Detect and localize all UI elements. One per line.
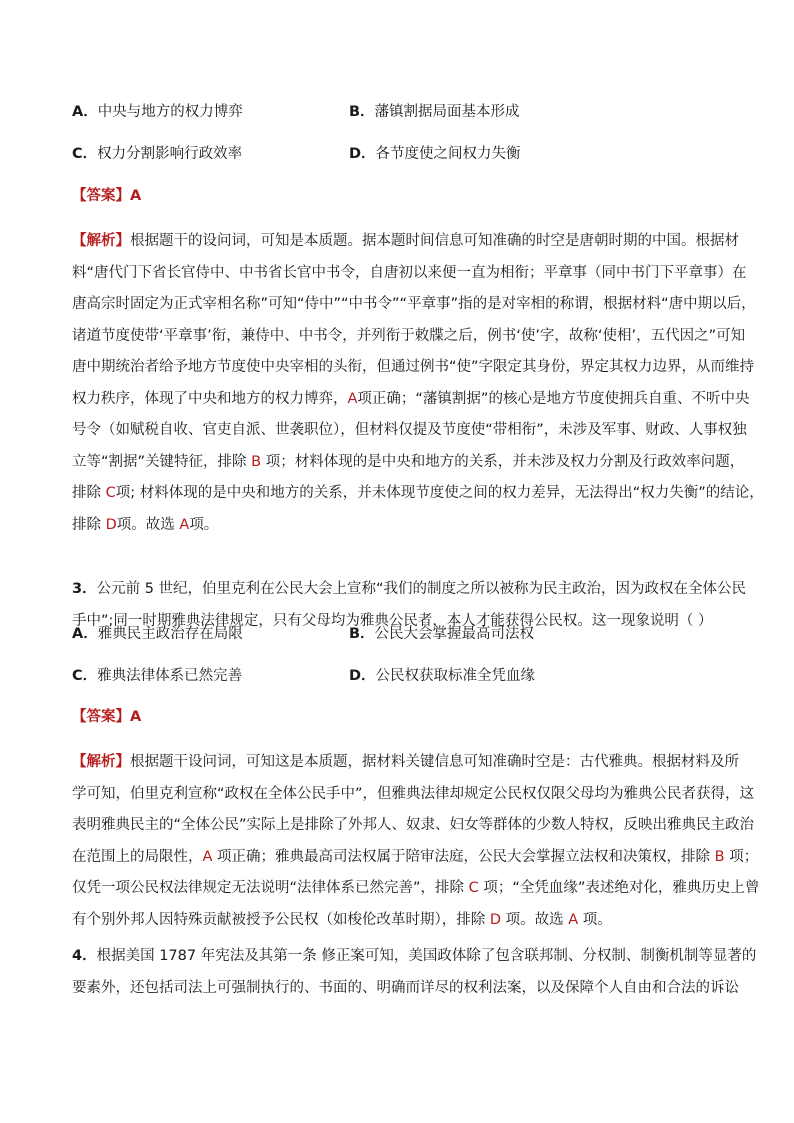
q2-analysis xyxy=(72,226,764,541)
q3-analysis-line-4: 在范围上的局限性，A 项正确；雅典最高司法权属于陪审法庭，公民大会掌握立法权和决策权，排除 B 项； xyxy=(72,848,759,865)
q2-analysis-line-7: 号令（如赋税自收、官吏自派、世袭职位），但材料仅提及节度使“带相衔”，未涉及军事、财政、人事权独 xyxy=(72,422,747,438)
q3-analysis-line-2: 学可知，伯里克利宣称“政权在全体公民手中”，但雅典法律却规定公民权仅限父母均为雅典公民者获得，这 xyxy=(72,785,755,802)
q3-stem-line-1: 3．公元前 5 世纪，伯里克利在公民大会上宣称“我们的制度之所以被称为民主政治，因为政权在全体公民 xyxy=(72,581,747,597)
q2-analysis-line-5: 唐中期统治者给予地方节度使中央宰相的头衔，但通过例书“使”字限定其身份，界定其权力边界，从而维持 xyxy=(72,359,755,375)
q2-analysis-line-1: 【解析】根据题干的设问词，可知是本质题。据本题时间信息可知准确的时空是唐朝时期的中国。根据材 xyxy=(72,233,739,249)
q4-stem xyxy=(72,941,757,1004)
q3-options-row-2 xyxy=(72,664,732,688)
q2-options-row-2 xyxy=(72,142,732,166)
q3-analysis-line-5: 仅凭一项公民权法律规定无法说明“法律体系已然完善”，排除 C 项；“全凭血缘”表述绝对化，雅典历史上曾 xyxy=(72,880,760,896)
q3-stem-line-2: 手中”;同一时期雅典法律规定，只有父母均为雅典公民者，本人才能获得公民权。这一现象说明（ ） xyxy=(72,612,713,629)
q2-analysis-line-10: 排除 D项。故选 A项。 xyxy=(72,516,219,533)
q3-options-row-1 xyxy=(72,622,732,646)
q3-analysis xyxy=(72,747,760,936)
q4-stem-line-2: 要素外，还包括司法上可强制执行的、书面的、明确而详尽的权利法案，以及保障个人自由和合法的诉讼 xyxy=(72,979,739,996)
q2-option-a: A．中央与地方的权力博弈 xyxy=(72,104,243,120)
q3-option-c: C．雅典法律体系已然完善 xyxy=(72,668,243,684)
q3-option-b: B．公民大会掌握最高司法权 xyxy=(349,626,535,642)
q2-answer: 【答案】A xyxy=(72,188,142,204)
q3-correct-marker: A xyxy=(202,848,213,865)
q2-correct-marker: A xyxy=(347,390,358,407)
q3-analysis-line-3: 表明雅典民主的“全体公民”实际上是排除了外邦人、奴隶、妇女等群体的少数人特权，反映出雅典民主政治 xyxy=(72,817,755,833)
q3-option-d: D．公民权获取标准全凭血缘 xyxy=(349,668,536,684)
q3-analysis-line-1: 【解析】根据题干设问词，可知这是本质题，据材料关键信息可知准确时空是：古代雅典。根据材料及所 xyxy=(72,754,739,770)
q2-analysis-line-2: 料“唐代门下省长官侍中、中书省长官中书令，自唐初以来便一直为相衔；平章事（同中书门下平章事）在 xyxy=(72,264,747,281)
q2-analysis-line-6: 权力秩序，体现了中央和地方的权力博弈，A项正确；“藩镇割据”的核心是地方节度使拥兵自重、不听中央 xyxy=(72,390,750,407)
q2-analysis-line-3: 唐高宗时固定为正式宰相名称”可知“侍中”“中书令”“平章事”指的是对宰相的称谓，根据材料“唐中期以后， xyxy=(72,296,756,312)
q2-option-d: D．各节度使之间权力失衡 xyxy=(349,146,521,162)
q2-analysis-line-8: 立等“割据”关键特征，排除 B 项；材料体现的是中央和地方的关系，并未涉及权力分割及行政效率问题， xyxy=(72,453,745,470)
q2-option-b: B．藩镇割据局面基本形成 xyxy=(349,104,520,120)
q2-analysis-line-4: 诸道节度使带‘平章事’衔，兼侍中、中书令，并列衔于敕牒之后，例书‘使’字，故称‘使相’，五代因之”可知 xyxy=(72,327,746,344)
q2-analysis-line-9: 排除 C项; 材料体现的是中央和地方的关系，并未体现节度使之间的权力差异，无法得出“权力失衡”的结论， xyxy=(72,485,764,501)
q3-analysis-line-6: 有个别外邦人因特殊贡献被授予公民权（如梭伦改革时期），排除 D 项。故选 A 项。 xyxy=(72,911,612,928)
q2-option-c: C．权力分割影响行政效率 xyxy=(72,146,243,162)
q3-option-a: A．雅典民主政治存在局限 xyxy=(72,626,243,642)
q4-stem-line-1: 4．根据美国 1787 年宪法及其第一条 修正案可知，美国政体除了包含联邦制、分权制、制衡机制等显著的 xyxy=(72,948,757,964)
q3-answer: 【答案】A xyxy=(72,709,142,725)
q2-options-row-1 xyxy=(72,100,732,124)
